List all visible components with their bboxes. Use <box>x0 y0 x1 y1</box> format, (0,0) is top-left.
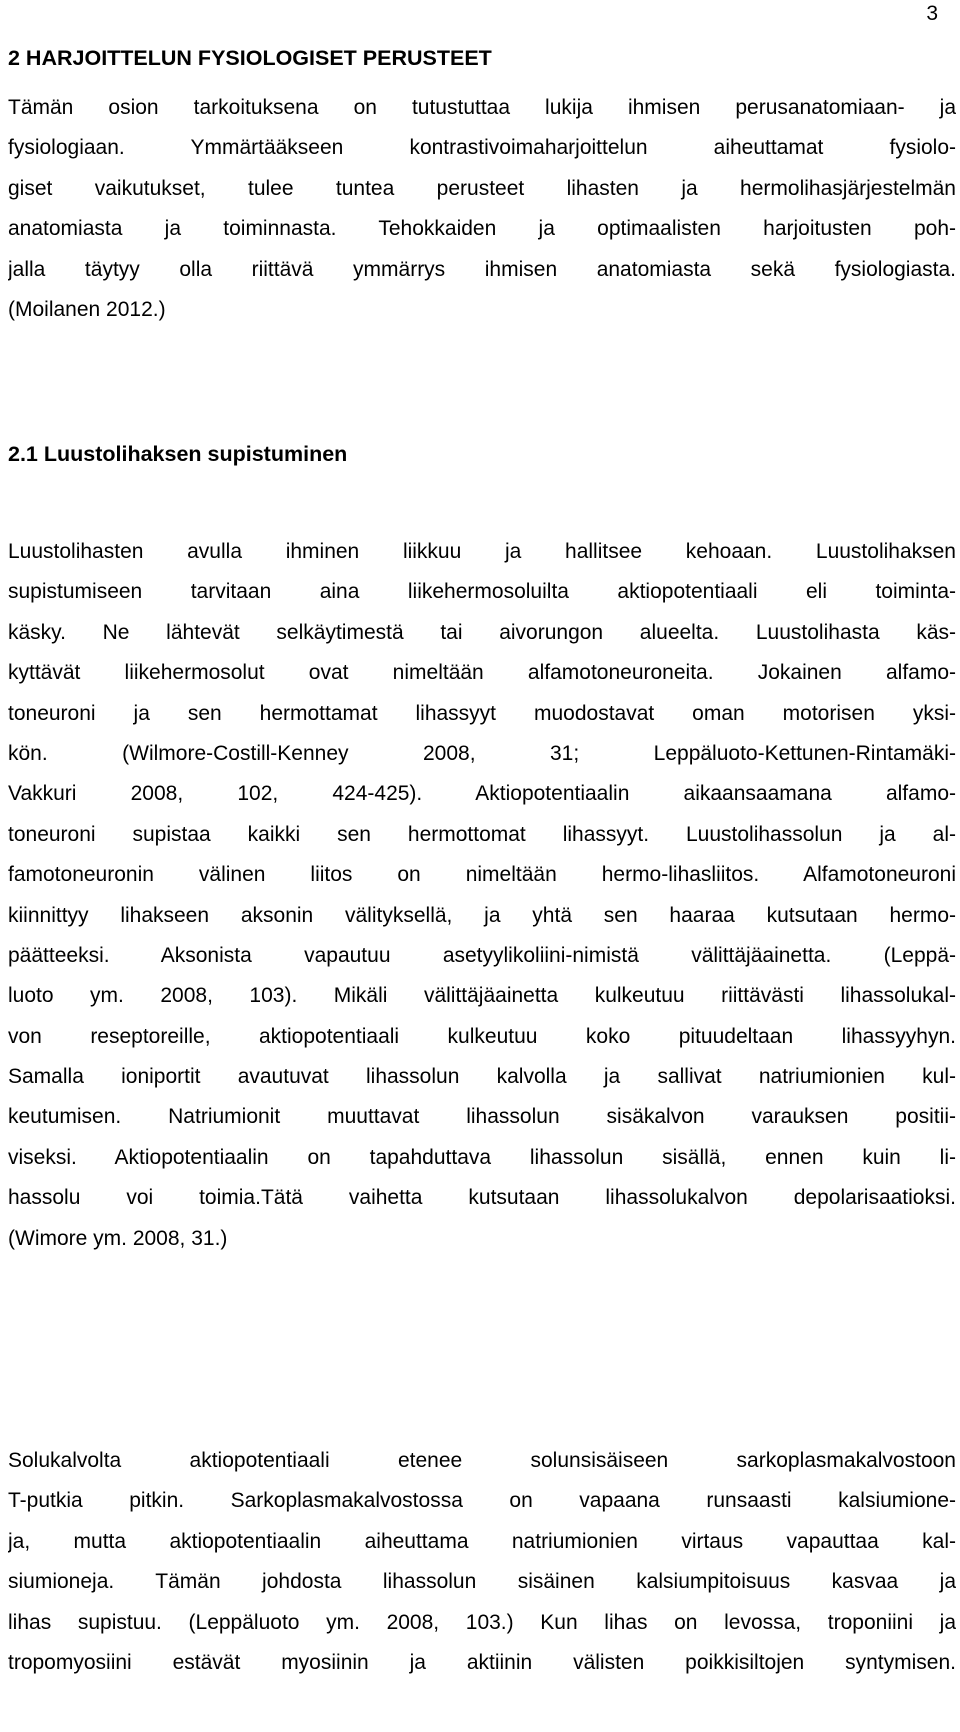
text-line: (Wimore ym. 2008, 31.) <box>8 1226 228 1250</box>
text-line: toneuroni ja sen hermottamat lihassyyt muodostavat oman motorisen yksi- <box>8 701 956 725</box>
text-line: famotoneuronin välinen liitos on nimeltään hermo-lihasliitos. Alfamotoneuroni <box>8 863 956 887</box>
text-line: keutumisen. Natriumionit muuttavat lihassolun sisäkalvon varauksen positii- <box>8 1105 956 1129</box>
text-line: Vakkuri 2008, 102, 424-425). Aktiopotentiaalin aikaansaamana alfamo- <box>8 782 956 806</box>
text-line: supistumiseen tarvitaan aina liikehermosoluilta aktiopotentiaali eli toiminta- <box>8 580 956 604</box>
text-line: giset vaikutukset, tulee tuntea perusteet lihasten ja hermolihasjärjestelmän <box>8 176 956 200</box>
paragraph-muscle-contraction <box>8 532 956 1259</box>
page-number: 3 <box>926 2 938 25</box>
text-line: kiinnittyy lihakseen aksonin välityksellä, ja yhtä sen haaraa kutsutaan hermo- <box>8 903 956 927</box>
text-line: ja, mutta aktiopotentiaalin aiheuttama natriumionien virtaus vapauttaa kal- <box>8 1529 956 1553</box>
text-line: T-putkia pitkin. Sarkoplasmakalvostossa on vapaana runsaasti kalsiumione- <box>8 1489 956 1513</box>
chapter-heading: 2 HARJOITTELUN FYSIOLOGISET PERUSTEET <box>8 46 492 70</box>
text-line: käsky. Ne lähtevät selkäytimestä tai aivorungon alueelta. Luustolihasta käs- <box>8 620 956 644</box>
text-line: kön. (Wilmore-Costill-Kenney 2008, 31; Leppäluoto-Kettunen-Rintamäki- <box>8 741 956 765</box>
text-line: fysiologiaan. Ymmärtääkseen kontrastivoimaharjoittelun aiheuttamat fysiolo- <box>8 136 956 160</box>
text-line: kyttävät liikehermosolut ovat nimeltään alfamotoneuroneita. Jokainen alfamo- <box>8 661 956 685</box>
text-line: (Moilanen 2012.) <box>8 297 166 321</box>
text-line: von reseptoreille, aktiopotentiaali kulkeutuu koko pituudeltaan lihassyyhyn. <box>8 1024 956 1048</box>
text-line: tropomyosiini estävät myosiinin ja aktiinin välisten poikkisiltojen syntymisen. <box>8 1650 956 1674</box>
text-line: Tämän osion tarkoituksena on tutustuttaa lukija ihmisen perusanatomiaan- ja <box>8 96 956 119</box>
paragraph-intro <box>8 88 956 330</box>
text-line: Solukalvolta aktiopotentiaali etenee solunsisäiseen sarkoplasmakalvostoon <box>8 1449 956 1472</box>
text-line: viseksi. Aktiopotentiaalin on tapahduttava lihassolun sisällä, ennen kuin li- <box>8 1145 956 1169</box>
text-line: päätteeksi. Aksonista vapautuu asetyylikoliini-nimistä välittäjäainetta. (Leppä- <box>8 943 956 967</box>
text-line: Samalla ioniportit avautuvat lihassolun kalvolla ja sallivat natriumionien kul- <box>8 1065 956 1089</box>
text-line: luoto ym. 2008, 103). Mikäli välittäjäainetta kulkeutuu riittävästi lihassolukal- <box>8 984 956 1008</box>
text-line: toneuroni supistaa kaikki sen hermottomat lihassyyt. Luustolihassolun ja al- <box>8 822 956 846</box>
paragraph-action-potential <box>8 1441 956 1683</box>
text-line: lihas supistuu. (Leppäluoto ym. 2008, 103.) Kun lihas on levossa, troponiini ja <box>8 1610 956 1634</box>
text-line: siumioneja. Tämän johdosta lihassolun sisäinen kalsiumpitoisuus kasvaa ja <box>8 1570 956 1594</box>
text-line: jalla täytyy olla riittävä ymmärrys ihmisen anatomiasta sekä fysiologiasta. <box>8 257 956 281</box>
section-heading: 2.1 Luustolihaksen supistuminen <box>8 442 348 466</box>
text-line: hassolu voi toimia.Tätä vaihetta kutsutaan lihassolukalvon depolarisaatioksi. <box>8 1186 956 1210</box>
text-line: anatomiasta ja toiminnasta. Tehokkaiden ja optimaalisten harjoitusten poh- <box>8 217 956 241</box>
text-line: Luustolihasten avulla ihminen liikkuu ja hallitsee kehoaan. Luustolihaksen <box>8 540 956 563</box>
